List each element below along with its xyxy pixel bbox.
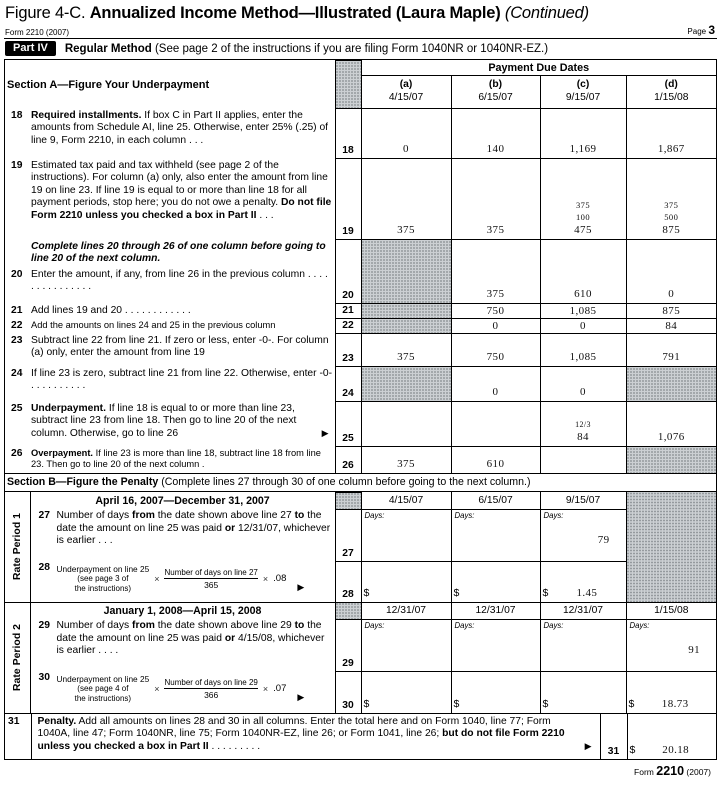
line22-value-d: 84	[665, 320, 678, 332]
amount-cell[interactable]	[540, 367, 626, 402]
line19-value-a: 375	[397, 224, 415, 236]
amount-cell[interactable]	[540, 159, 626, 240]
line27-days-a	[362, 520, 451, 539]
line-number: 21	[11, 304, 23, 316]
amount-cell[interactable]	[540, 319, 626, 334]
line-20-text: Enter the amount, if any, from line 26 in the previous column . . . . . . . . . . . . . . .	[31, 268, 328, 293]
complete-lines-note: Complete lines 20 through 26 of one column before going to line 20 of the next column.	[31, 240, 326, 265]
table-row-26	[5, 447, 716, 473]
line25-value-b	[452, 443, 540, 446]
rate-period-2-label-cell	[5, 602, 30, 713]
line-number: 29	[38, 620, 50, 631]
line-26-box: 26	[335, 447, 361, 473]
amount-cell[interactable]	[451, 159, 540, 240]
dollar-cell[interactable]	[540, 561, 626, 602]
dollar-sign: $	[629, 743, 636, 756]
formula-label-line: (see page 3 of	[77, 574, 129, 584]
column-letter: (c)	[576, 79, 590, 91]
arrowhead-icon: ▶	[321, 428, 329, 439]
form-footer	[4, 760, 717, 778]
page-indicator	[687, 23, 715, 37]
line-24-desc	[5, 367, 335, 402]
line18-value-b: 140	[486, 143, 505, 155]
line-25-text: Underpayment. If line 18 is equal to or more than line 23, subtract line 23 from line 18. Then go to line 20 of the next column. Otherwise, go to line 26	[31, 402, 297, 439]
line-number: 19	[11, 159, 23, 171]
line-22-box: 22	[335, 319, 361, 334]
line29-days-d: 91	[688, 643, 700, 656]
line19-subamounts-d	[627, 189, 717, 225]
column-date: 4/15/07	[388, 92, 424, 103]
rate-value: .07	[273, 683, 287, 695]
line22-value-b: 0	[492, 320, 499, 332]
line-number: 25	[11, 402, 23, 414]
dollar-sign: $	[453, 586, 460, 599]
days-label: Days:	[629, 620, 650, 630]
line-20-box: 20	[335, 240, 361, 304]
line-27-desc	[30, 509, 335, 561]
line19-value-d: 875	[662, 224, 681, 236]
line-18-desc	[5, 109, 335, 159]
line25-date-note: 12/3	[575, 420, 591, 429]
part-iv-bar	[4, 38, 717, 59]
page-number: 3	[708, 23, 715, 37]
sub-amount: 375	[576, 199, 590, 210]
figure-title: Annualized Income Method—Illustrated (Laura Maple)	[89, 4, 505, 22]
fraction	[164, 568, 257, 591]
line28-amount-c: 1.45	[576, 586, 598, 599]
table-row-18	[5, 109, 716, 159]
amount-cell[interactable]	[626, 159, 716, 240]
section-a-table	[5, 60, 716, 473]
line-27-text: Number of days from the date shown above line 27 to the date the amount on line 25 was paid or 12/31/07, whichever is earlier . . .	[56, 510, 331, 547]
shaded-cell	[626, 367, 716, 402]
amount-cell[interactable]	[451, 447, 540, 473]
fraction	[164, 678, 257, 701]
formula-label-line: (see page 4 of	[77, 684, 129, 694]
fraction-numerator: Number of days on line 29	[164, 677, 258, 687]
days-label: Days:	[543, 620, 564, 630]
shaded-cell	[335, 492, 361, 509]
days-label: Days:	[454, 510, 475, 520]
dollar-cell[interactable]	[626, 671, 716, 713]
line-21-text: Add lines 19 and 20 . . . . . . . . . . . .	[31, 304, 191, 316]
formula-label-line: the instructions)	[74, 584, 132, 594]
line24-value-b: 0	[492, 386, 499, 398]
amount-cell[interactable]	[361, 109, 451, 159]
line19-value-b: 375	[486, 224, 505, 236]
due-date-cell: 6/15/07	[451, 492, 540, 509]
dollar-cell[interactable]	[361, 561, 451, 602]
line23-value-a: 375	[397, 351, 415, 363]
amount-cell[interactable]	[540, 240, 626, 304]
shaded-cell	[335, 602, 361, 619]
dollar-sign: $	[453, 697, 460, 710]
line-19-desc	[5, 159, 335, 240]
line30-amount-d: 18.73	[661, 697, 689, 710]
line-22-text: Add the amounts on lines 24 and 25 in the previous column	[31, 319, 276, 330]
rate-period-2-heading-row	[5, 602, 716, 619]
table-row-28	[5, 561, 716, 602]
line21-value-b: 750	[486, 305, 505, 317]
line-29-text: Number of days from the date shown above line 29 to the date the amount on line 25 was paid or 4/15/08, whichever is earlier . . . .	[56, 620, 325, 657]
line-number: 26	[11, 447, 23, 459]
line-31-table	[5, 714, 716, 759]
line-29-box: 29	[335, 619, 361, 671]
line-24-box: 24	[335, 367, 361, 402]
amount-cell[interactable]	[626, 319, 716, 334]
days-label: Days:	[543, 510, 564, 520]
amount-cell[interactable]	[361, 447, 451, 473]
table-row-19	[5, 159, 716, 240]
line20-value-c: 610	[574, 288, 592, 300]
due-date-cell: 12/31/07	[361, 602, 451, 619]
dollar-sign: $	[628, 697, 635, 710]
line-19-text: Estimated tax paid and tax withheld (see page 2 of the instructions). For column (a) only, also enter the amount from line 19 on line 23. If line 19 is equal to or more than line 18 for all payment periods, stop here; you do not owe a penalty. Do not file Form 2210 unless you checked a box in Part II . . .	[31, 159, 332, 221]
penalty-total: 20.18	[662, 743, 690, 756]
column-letter: (b)	[488, 79, 503, 91]
line-26-text: Overpayment. If line 23 is more than line 18, subtract line 18 from line 23. Then go to line 20 of the next column .	[31, 447, 321, 469]
shaded-cell	[626, 492, 716, 602]
amount-cell[interactable]	[626, 240, 716, 304]
arrowhead-icon: ▶	[584, 741, 592, 752]
dollar-cell[interactable]	[540, 671, 626, 713]
line-18-text: Required installments. If box C in Part II applies, enter the amounts from Schedule AI, line 25. Otherwise, enter 25% (.25) of line 9, Form 2210, in each column . . .	[31, 109, 329, 146]
continued-label: (Continued)	[504, 4, 589, 22]
penalty-amount-cell[interactable]	[627, 714, 716, 759]
line23-value-c: 1,085	[569, 351, 597, 363]
line-29-desc	[30, 619, 335, 671]
days-cell[interactable]	[540, 619, 626, 671]
line-23-text: Subtract line 22 from line 21. If zero or less, enter -0-. For column (a) only, enter the amount from line 19	[31, 334, 329, 359]
line-25-desc	[5, 402, 335, 447]
formula-label	[57, 564, 150, 594]
amount-cell[interactable]	[451, 319, 540, 334]
table-row-29	[5, 619, 716, 671]
dollar-cell[interactable]	[361, 671, 451, 713]
line20-value-b: 375	[486, 288, 505, 300]
amount-cell[interactable]	[451, 109, 540, 159]
section-b-table	[5, 492, 716, 714]
line29-days-b	[452, 630, 540, 649]
amount-cell[interactable]	[451, 367, 540, 402]
line-26-desc	[5, 447, 335, 473]
section-b-header	[5, 473, 716, 492]
column-date: 1/15/08	[654, 92, 689, 103]
line-28-box: 28	[335, 561, 361, 602]
days-label: Days:	[364, 510, 385, 520]
multiply-icon: ×	[154, 683, 160, 694]
column-header-b	[451, 76, 540, 109]
payment-due-dates-header: Payment Due Dates	[361, 61, 716, 76]
table-row-27	[5, 509, 716, 561]
part-iv-note: (See page 2 of the instructions if you are filing Form 1040NR or 1040NR-EZ.)	[154, 42, 549, 55]
table-row-22	[5, 319, 716, 334]
line-24-text: If line 23 is zero, subtract line 21 from line 22. Otherwise, enter -0- . . . . . . . . . .	[31, 367, 333, 392]
amount-cell[interactable]	[451, 402, 540, 447]
dollar-sign: $	[542, 697, 549, 710]
column-header-c	[540, 76, 626, 109]
line25-value-c: 84	[577, 431, 589, 443]
line-number: 30	[38, 672, 50, 683]
line18-value-d: 1,867	[657, 143, 685, 155]
due-date-cell: 9/15/07	[540, 492, 626, 509]
column-letter: (a)	[399, 79, 413, 91]
line21-value-c: 1,085	[569, 305, 597, 317]
due-date-cell: 12/31/07	[451, 602, 540, 619]
line18-value-a: 0	[403, 143, 409, 155]
days-cell[interactable]	[361, 619, 451, 671]
footer-year: (2007)	[684, 766, 711, 777]
multiply-icon: ×	[262, 573, 269, 584]
line26-value-a: 375	[397, 457, 415, 470]
page-word: Page	[687, 27, 709, 36]
line-30-formula	[57, 672, 309, 704]
line-18-box: 18	[335, 109, 361, 159]
line-number: 31	[8, 715, 20, 727]
line-23-desc	[5, 334, 335, 367]
section-b-title: Section B—Figure the Penalty	[7, 475, 162, 488]
line-19-box: 19	[335, 159, 361, 240]
shaded-cell	[626, 447, 716, 473]
rate-period-1-label: Rate Period 1	[11, 513, 24, 581]
due-date-cell: 1/15/08	[626, 602, 716, 619]
amount-cell[interactable]	[626, 304, 716, 319]
line-20-desc	[5, 240, 335, 304]
amount-cell[interactable]	[361, 334, 451, 367]
due-date-cell: 4/15/07	[361, 492, 451, 509]
rate-period-1-heading-row	[5, 492, 716, 509]
table-row-23	[5, 334, 716, 367]
days-cell[interactable]	[540, 509, 626, 561]
line-number: 23	[11, 334, 23, 346]
amount-cell[interactable]	[540, 109, 626, 159]
rate-period-1-dates: April 16, 2007—December 31, 2007	[95, 494, 270, 507]
part-iv-title: Regular Method	[64, 42, 155, 55]
fraction-numerator: Number of days on line 27	[164, 567, 258, 577]
form-grid	[4, 59, 717, 760]
amount-cell[interactable]	[451, 334, 540, 367]
line-number: 27	[38, 510, 50, 521]
line20-value-d: 0	[668, 288, 675, 300]
line25-value-d: 1,076	[657, 431, 685, 443]
shaded-cell	[361, 319, 451, 334]
line29-days-a	[362, 630, 451, 649]
section-b-subtitle: (Complete lines 27 through 30 of one column before going to the next column.)	[161, 475, 531, 488]
table-row-20	[5, 240, 716, 304]
form-id: Form 2210 (2007)	[5, 28, 70, 37]
footer-form-number: 2210	[656, 763, 685, 778]
table-row-21	[5, 304, 716, 319]
line-21-box: 21	[335, 304, 361, 319]
amount-cell[interactable]	[361, 402, 451, 447]
days-cell[interactable]	[451, 619, 540, 671]
line-number: 20	[11, 268, 23, 280]
amount-cell[interactable]	[540, 304, 626, 319]
amount-cell[interactable]	[451, 304, 540, 319]
shaded-cell	[361, 304, 451, 319]
amount-cell[interactable]	[626, 109, 716, 159]
line-30-box: 30	[335, 671, 361, 713]
shaded-cell	[335, 61, 361, 109]
arrowhead-icon: ▶	[297, 582, 305, 593]
line21-value-d: 875	[662, 305, 681, 317]
line-number: 18	[11, 109, 23, 121]
amount-cell[interactable]	[540, 447, 626, 473]
sub-amount: 375	[664, 199, 679, 210]
amount-cell[interactable]	[626, 334, 716, 367]
line-27-box: 27	[335, 509, 361, 561]
dollar-cell[interactable]	[451, 671, 540, 713]
section-a-title: Section A—Figure Your Underpayment	[7, 78, 210, 91]
days-cell[interactable]	[626, 619, 716, 671]
table-row-31	[5, 714, 716, 759]
column-header-d	[626, 76, 716, 109]
sub-amount: 100	[576, 212, 590, 223]
amount-cell[interactable]	[451, 240, 540, 304]
table-row-30	[5, 671, 716, 713]
line-number: 24	[11, 367, 23, 379]
dollar-sign: $	[363, 697, 370, 710]
days-label: Days:	[364, 620, 385, 630]
line19-subamounts-c	[541, 189, 626, 225]
formula-label	[57, 674, 150, 704]
formula-label-line: Underpayment on line 25	[56, 674, 150, 684]
fraction-denominator: 366	[164, 688, 257, 701]
line-28-desc	[30, 561, 335, 602]
line-31-box: 31	[600, 714, 627, 759]
rate-period-1-label-cell	[5, 492, 30, 602]
line-23-box: 23	[335, 334, 361, 367]
days-cell[interactable]	[361, 509, 451, 561]
line18-value-c: 1,169	[569, 143, 597, 155]
line23-value-d: 791	[662, 351, 681, 363]
fraction-denominator: 365	[164, 578, 257, 591]
page-title	[4, 2, 717, 23]
amount-cell[interactable]	[540, 334, 626, 367]
shaded-cell	[361, 240, 451, 304]
footer-form-word: Form	[634, 766, 657, 777]
rate-period-2-label: Rate Period 2	[11, 623, 24, 692]
line-21-desc	[5, 304, 335, 319]
column-date: 6/15/07	[478, 92, 513, 103]
days-cell[interactable]	[451, 509, 540, 561]
line26-value-b: 610	[486, 457, 505, 470]
multiply-icon: ×	[154, 573, 160, 584]
table-row-24	[5, 367, 716, 402]
line29-days-c	[541, 630, 626, 649]
part-iv-badge: Part IV	[5, 41, 56, 56]
line-30-desc	[30, 671, 335, 713]
line22-value-c: 0	[580, 320, 586, 332]
due-date-cell: 12/31/07	[540, 602, 626, 619]
column-date: 9/15/07	[565, 92, 601, 103]
line23-value-b: 750	[486, 351, 505, 363]
line27-days-b	[452, 520, 540, 539]
rate-value: .08	[273, 573, 287, 585]
dollar-sign: $	[363, 586, 370, 599]
days-label: Days:	[454, 620, 475, 630]
formula-label-line: Underpayment on line 25	[56, 564, 150, 574]
line25-value-a	[362, 443, 451, 446]
line27-days-c: 79	[597, 533, 610, 546]
figure-label: Figure 4-C.	[5, 4, 90, 22]
line-25-box: 25	[335, 402, 361, 447]
line-31-text: Penalty. Add all amounts on lines 28 and 30 in all columns. Enter the total here and on Form 1040, line 77; Form 1040A, line 47; Form 1040NR, line 75; Form 1040NR-EZ, line 26; or Form 1041, line 26; but do not file Form 2210 unless you checked a box in Part II . . . . . . . . .	[37, 715, 565, 752]
amount-cell[interactable]	[626, 402, 716, 447]
rate-period-2-dates: January 1, 2008—April 15, 2008	[103, 604, 262, 617]
line24-value-c: 0	[580, 386, 586, 398]
formula-label-line: the instructions)	[74, 694, 132, 704]
column-header-a	[361, 76, 451, 109]
line-number: 28	[38, 562, 50, 573]
line-22-desc	[5, 319, 335, 334]
multiply-icon: ×	[262, 683, 269, 694]
shaded-cell	[361, 367, 451, 402]
part-iv-heading	[65, 43, 548, 55]
line-31-desc	[31, 714, 600, 759]
amount-cell[interactable]	[540, 402, 626, 447]
line19-value-c: 475	[574, 224, 592, 236]
arrowhead-icon: ▶	[297, 692, 305, 703]
amount-cell[interactable]	[361, 159, 451, 240]
column-letter: (d)	[664, 79, 678, 91]
form-id-row	[4, 23, 717, 38]
line-number: 22	[11, 319, 23, 331]
dollar-sign: $	[542, 586, 549, 599]
table-row-25	[5, 402, 716, 447]
dollar-cell[interactable]	[451, 561, 540, 602]
sub-amount: 500	[664, 212, 679, 223]
line-28-formula	[57, 562, 309, 594]
